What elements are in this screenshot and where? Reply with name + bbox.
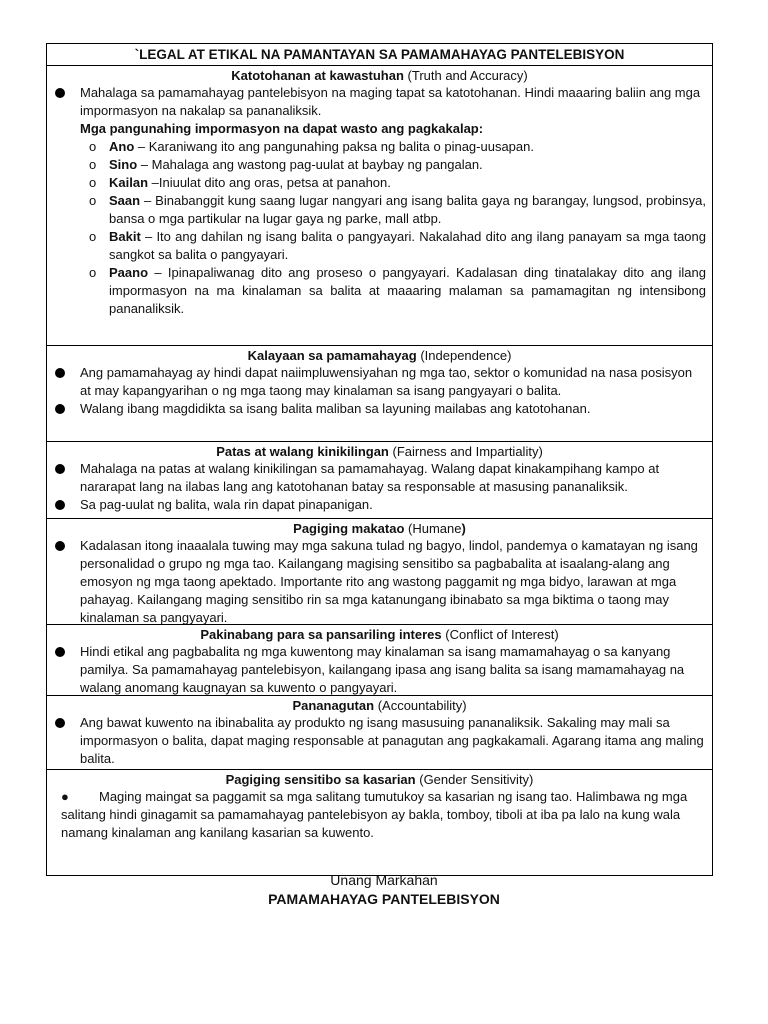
bullet-item: Ang bawat kuwento na ibinabalita ay produkto ng isang masusuing pananaliksik. Sakaling may mali sa impormasyon o balita, dapat maging responsable at panagutan ang pagkakamali. Agarang itama ang maling balita. bbox=[47, 714, 706, 768]
list-item: o Sino – Mahalaga ang wastong pag-uulat at baybay ng pangalan. bbox=[89, 157, 483, 172]
list-item: o Bakit – Ito ang dahilan ng isang balita o pangyayari. Nakalahad dito ang ilang panayam sa mga taong sangkot sa balita o pangyayari. bbox=[89, 229, 706, 262]
section-humane bbox=[47, 518, 712, 624]
bullet-item: ● Maging maingat sa paggamit sa mga salitang tumutukoy sa kasarian ng isang tao. Halimbawa ng mga salitang hindi ginagamit sa pamamahayag pantelebisyon ay bakla, tomboy, tiboli at iba pa lalo na kung wala namang kinalaman ang kanilang kasarian sa kuwento. bbox=[61, 789, 688, 840]
bullet-item: Hindi etikal ang pagbabalita ng mga kuwentong may kinalaman sa isang mamamahayag o sa kanyang pamilya. Sa pamamahayag pantelebisyon, kailangang ipasa ang isang balita sa isang mamamahayag na walang anomang kaugnayan sa kuwento o pangyayari. bbox=[47, 643, 706, 697]
section-heading: Kalayaan sa pamamahayag (Independence) bbox=[247, 348, 512, 363]
footer-quarter: Unang Markahan bbox=[330, 872, 438, 888]
section-gender-sensitivity bbox=[47, 769, 712, 875]
list-item: o Kailan –Iniuulat dito ang oras, petsa at panahon. bbox=[89, 175, 391, 190]
circle-bullet-icon: o bbox=[89, 193, 97, 208]
circle-bullet-icon: o bbox=[89, 139, 97, 154]
circle-bullet-icon: o bbox=[89, 157, 97, 172]
bullet-dot-icon bbox=[55, 541, 65, 551]
footer-subject: PAMAMAHAYAG PANTELEBISYON bbox=[268, 891, 500, 907]
bullet-dot-icon bbox=[55, 404, 65, 414]
list-item: o Paano – Ipinapaliwanag dito ang proseso o pangyayari. Kadalasan ding tinatalakay dito ang ilang impormasyon na ma kinalaman sa balita at maaaring malaman sa pamamagitan ng intensibong pananaliksik. bbox=[89, 265, 706, 316]
section-truth-accuracy bbox=[47, 65, 712, 345]
bullet-dot-icon: ● bbox=[61, 789, 69, 804]
section-heading: Patas at walang kinikilingan (Fairness and Impartiality) bbox=[216, 444, 543, 459]
section-heading: Pananagutan (Accountability) bbox=[292, 698, 467, 713]
document-title: `LEGAL AT ETIKAL NA PAMANTAYAN SA PAMAMAHAYAG PANTELEBISYON bbox=[134, 47, 625, 62]
ethics-table bbox=[46, 43, 713, 876]
bullet-item: Ang pamamahayag ay hindi dapat naiimpluwensiyahan ng mga tao, sektor o komunidad na nasa posisyon at may kapangyarihan o ng mga taong may kinalaman sa isang pangyayari o balita. bbox=[47, 364, 706, 400]
list-item: o Ano – Karaniwang ito ang pangunahing paksa ng balita o pinag-uusapan. bbox=[89, 139, 534, 154]
circle-bullet-icon: o bbox=[89, 175, 97, 190]
circle-bullet-icon: o bbox=[89, 229, 97, 244]
section-heading: Pakinabang para sa pansariling interes (Conflict of Interest) bbox=[200, 627, 559, 642]
subheading: Mga pangunahing impormasyon na dapat wasto ang pagkakalap: bbox=[80, 121, 484, 136]
bullet-item: Sa pag-uulat ng balita, wala rin dapat pinapanigan. bbox=[47, 496, 706, 514]
bullet-dot-icon bbox=[55, 500, 65, 510]
section-heading: Pagiging sensitibo sa kasarian (Gender Sensitivity) bbox=[225, 772, 534, 787]
section-fairness bbox=[47, 441, 712, 518]
section-heading: Pagiging makatao (Humane) bbox=[293, 521, 466, 536]
bullet-dot-icon bbox=[55, 88, 65, 98]
list-item: o Saan – Binabanggit kung saang lugar nangyari ang isang balita gaya ng barangay, lungsod, probinsya, bansa o mga partikular na lugar gaya ng parke, mall atbp. bbox=[89, 193, 706, 226]
bullet-item: Mahalaga na patas at walang kinikilingan sa pamamahayag. Walang dapat kinakampihang kampo at nararapat lang na ilabas lang ang katotohanan batay sa responsable at masusing pananaliksik. bbox=[47, 460, 706, 496]
section-accountability bbox=[47, 695, 712, 769]
bullet-item: Kadalasan itong inaaalala tuwing may mga sakuna tulad ng bagyo, lindol, pandemya o kamatayan ng isang personalidad o grupo ng mga tao. Kailangang magising sensitibo sa pagbabalita at isaalang-alang ang emosyon ng mga taong apektado. Importante rito ang wastong paggamit ng mga bidyo, larawan at mga pahayag. Kailangang maging sensitibo rin sa mga katanungang ibinabato sa mga biktima o taong may kinalaman sa pangyayari. bbox=[47, 537, 706, 627]
section-independence bbox=[47, 345, 712, 441]
bullet-item: Walang ibang magdidikta sa isang balita maliban sa layuning mailabas ang katotohanan. bbox=[47, 400, 706, 418]
bullet-dot-icon bbox=[55, 464, 65, 474]
circle-bullet-icon: o bbox=[89, 265, 97, 280]
bullet-dot-icon bbox=[55, 718, 65, 728]
section-heading-fil: Katotohanan at kawastuhan bbox=[231, 68, 404, 83]
bullet-dot-icon bbox=[55, 368, 65, 378]
section-heading bbox=[47, 67, 712, 84]
bullet-item: Mahalaga sa pamamahayag pantelebisyon na maging tapat sa katotohanan. Hindi maaaring baliin ang mga impormasyon na nakalap sa pananaliksik. bbox=[47, 84, 706, 120]
section-conflict-of-interest bbox=[47, 624, 712, 695]
bullet-dot-icon bbox=[55, 647, 65, 657]
section-heading-en: (Truth and Accuracy) bbox=[407, 68, 528, 83]
